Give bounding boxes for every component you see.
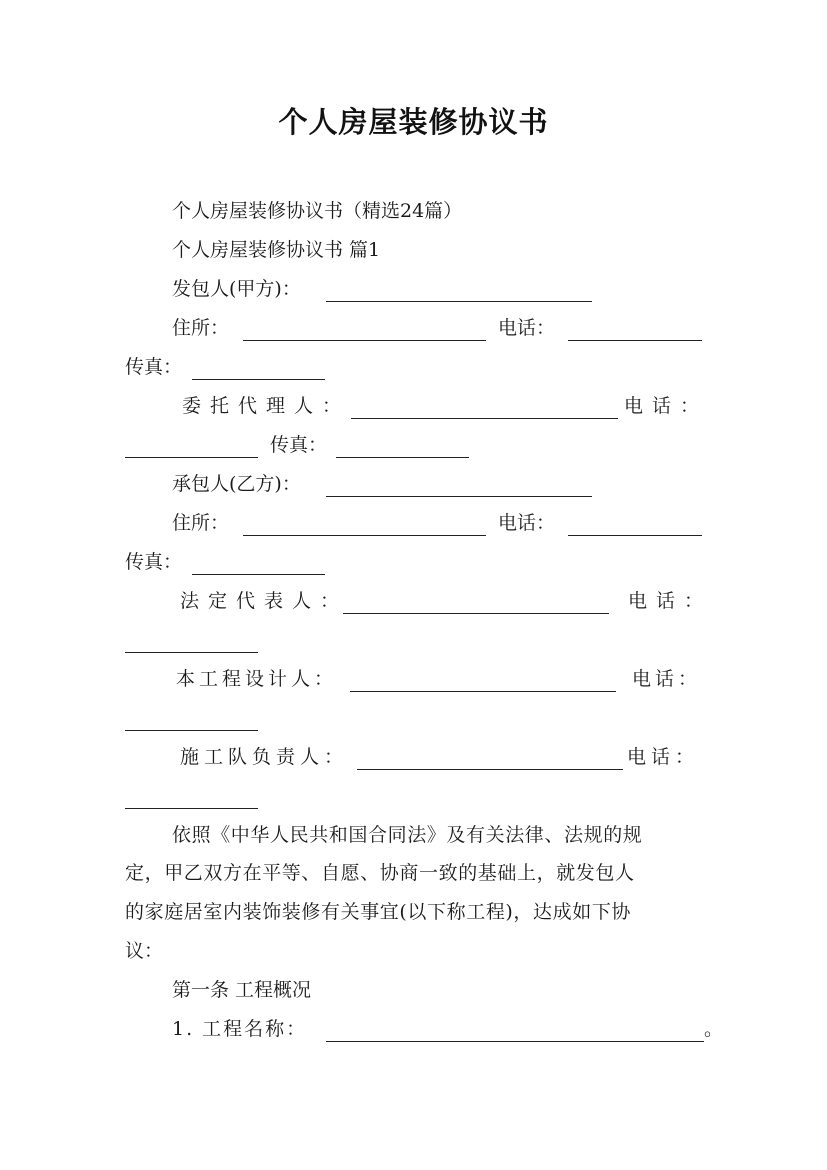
- agent-phone-label: 电话：: [624, 395, 709, 417]
- party-b-phone-blank[interactable]: [568, 510, 702, 536]
- party-a-fax-blank[interactable]: [192, 354, 325, 380]
- subtitle: 个人房屋装修协议书（精选24篇）: [172, 200, 463, 222]
- paragraph-line-4: 议：: [125, 940, 164, 962]
- party-a-blank[interactable]: [326, 276, 592, 302]
- project-name-blank[interactable]: [326, 1016, 704, 1042]
- party-a-address-blank[interactable]: [243, 315, 486, 341]
- team-leader-blank[interactable]: [357, 744, 623, 770]
- designer-phone-label: 电话：: [632, 668, 702, 690]
- party-b-address-blank[interactable]: [243, 510, 486, 536]
- party-a-address-label: 住所：: [172, 317, 230, 339]
- legal-rep-label: 法定代表人：: [180, 590, 349, 612]
- designer-blank[interactable]: [350, 666, 616, 692]
- party-b-address-label: 住所：: [172, 512, 230, 534]
- item-1-period: 。: [704, 1018, 724, 1040]
- item-1-label: 1. 工程名称：: [172, 1018, 308, 1040]
- legal-rep-phone-label: 电话：: [628, 590, 713, 612]
- article-1-heading: 第一条 工程概况: [172, 979, 312, 1001]
- designer-label: 本工程设计人：: [176, 668, 338, 690]
- party-a-label: 发包人(甲方)：: [172, 278, 301, 300]
- document-title: 个人房屋装修协议书: [278, 105, 549, 139]
- party-b-label: 承包人(乙方)：: [172, 473, 301, 495]
- agent-blank[interactable]: [351, 393, 618, 419]
- team-leader-phone-label: 电话：: [627, 746, 700, 768]
- agent-label: 委托代理人：: [182, 395, 351, 417]
- article-heading: 个人房屋装修协议书 篇1: [172, 239, 381, 261]
- designer-phone-blank[interactable]: [125, 705, 258, 731]
- agent-phone-blank[interactable]: [125, 432, 258, 458]
- party-b-fax-blank[interactable]: [192, 549, 325, 575]
- agent-fax-label: 传真：: [270, 434, 328, 456]
- party-b-blank[interactable]: [326, 471, 592, 497]
- paragraph-line-2: 定，甲乙双方在平等、自愿、协商一致的基础上，就发包人: [125, 862, 635, 884]
- paragraph-line-1: 依照《中华人民共和国合同法》及有关法律、法规的规: [172, 824, 643, 846]
- party-a-phone-blank[interactable]: [568, 315, 702, 341]
- party-a-phone-label: 电话：: [498, 317, 556, 339]
- party-a-fax-label: 传真：: [125, 356, 183, 378]
- team-leader-label: 施工队负责人：: [180, 746, 349, 768]
- agent-fax-blank[interactable]: [336, 432, 469, 458]
- legal-rep-phone-blank[interactable]: [125, 627, 258, 653]
- legal-rep-blank[interactable]: [343, 588, 609, 614]
- team-leader-phone-blank[interactable]: [125, 783, 258, 809]
- paragraph-line-3: 的家庭居室内装饰装修有关事宜(以下称工程)，达成如下协: [125, 901, 632, 923]
- party-b-fax-label: 传真：: [125, 551, 183, 573]
- party-b-phone-label: 电话：: [498, 512, 556, 534]
